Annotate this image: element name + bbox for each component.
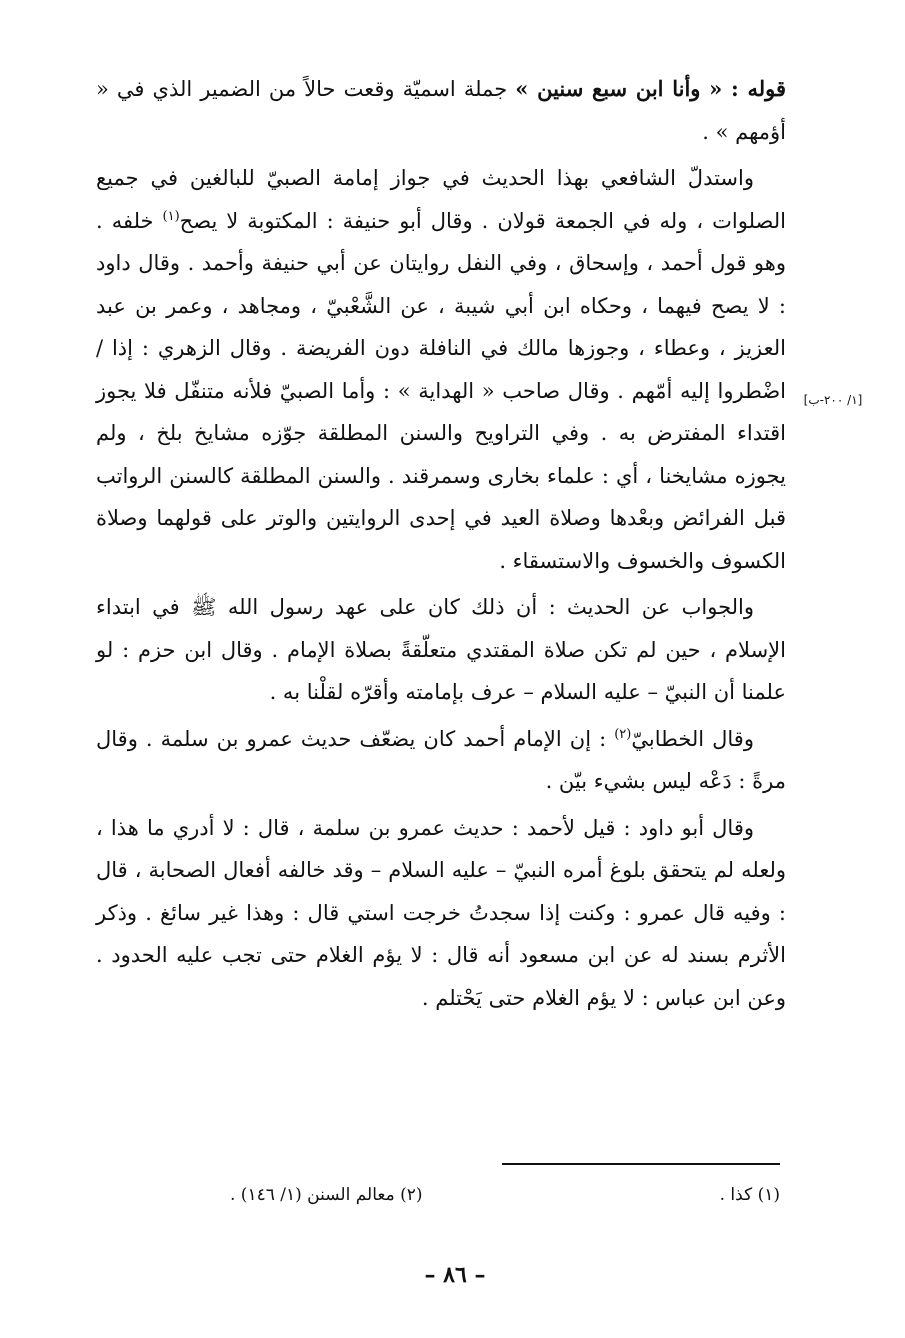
paragraph-5 (96, 807, 786, 1020)
footnote-ref-1: (١) (162, 208, 180, 224)
footnote-1: (١) كذا . (719, 1185, 780, 1205)
paragraph-text-continued: : إن الإمام أحمد كان يضعّف حديث عمرو بن سلمة . وقال مرةً : دَعْه ليس بشيء بيّن . (96, 726, 786, 793)
paragraph-lead: قوله : « وأنا ابن سبع سنين » (515, 76, 786, 101)
paragraph-text: وقال أبو داود : قيل لأحمد : حديث عمرو بن سلمة ، قال : لا أدري ما هذا ، ولعله لم يتحقق بلوغ أمره النبيّ – عليه السلام – وقد خالفه أفعال الصحابة ، قال : وفيه قال عمرو : وكنت إذا سجدتُ خرجت استي قال : وهذا غير سائغ . وذكر الأثرم بسند له عن ابن مسعود أنه قال : لا يؤم الغلام حتى تجب عليه الحدود . وعن ابن عباس : لا يؤم الغلام حتى يَحْتلم . (96, 815, 786, 1010)
paragraph-2 (96, 157, 786, 582)
paragraph-text: واستدلّ الشافعي بهذا الحديث في جواز إمامة الصبيّ للبالغين في جميع الصلوات ، وله في الجمعة قولان . وقال أبو حنيفة : المكتوبة لا يصح (96, 166, 786, 233)
paragraph-text: والجواب عن الحديث : أن ذلك كان على عهد رسول الله ﷺ في ابتداء الإسلام ، حين لم تكن صلاة المقتدي متعلّقةً بصلاة الإمام . وقال ابن حزم : لو علمنا أن النبيّ – عليه السلام – عرف بإمامته وأقرّه لقلْنا به . (96, 595, 786, 704)
manuscript-folio-note: [١/ ٢٠٠-ب] (803, 393, 863, 407)
paragraph-1 (96, 68, 786, 153)
paragraph-text: جملة اسميّة وقعت حالاً من الضمير الذي في « أؤمهم » . (96, 77, 786, 144)
main-text (96, 68, 786, 1019)
paragraph-3 (96, 586, 786, 714)
footnote-ref-2: (٢) (614, 726, 632, 742)
footnotes (230, 1182, 780, 1208)
paragraph-4 (96, 718, 786, 803)
paragraph-text-continued: خلفه . وهو قول أحمد ، وإسحاق ، وفي النفل روايتان عن أبي حنيفة وأحمد . وقال داود : لا يصح فيهما ، وحكاه ابن أبي شيبة ، عن الشَّعْبيّ ، ومجاهد ، وعمر بن عبد العزيز ، وعطاء ، وجوزها مالك في النافلة دون الفريضة . وقال الزهري : إذا / اضْطروا إليه أمّهم . وقال صاحب « الهداية » : وأما الصبيّ فلأنه متنفّل فلا يجوز اقتداء المفترض به . وفي التراويح والسنن المطلقة جوّزه مشايخ بلخ ، ولم يجوزه مشايخنا ، أي : علماء بخارى وسمرقند . والسنن المطلقة كالسنن الرواتب قبل الفرائض وبعْدها وصلاة العيد في إحدى الروايتين والوتر على قولهما وصلاة الكسوف والخسوف والاستسقاء . (96, 208, 786, 573)
footnote-divider (502, 1163, 780, 1165)
paragraph-text: وقال الخطابيّ (631, 726, 754, 751)
footnote-2: (٢) معالم السنن (١/ ١٤٦) . (230, 1185, 423, 1205)
page-number: – ٨٦ – (424, 1262, 486, 1288)
